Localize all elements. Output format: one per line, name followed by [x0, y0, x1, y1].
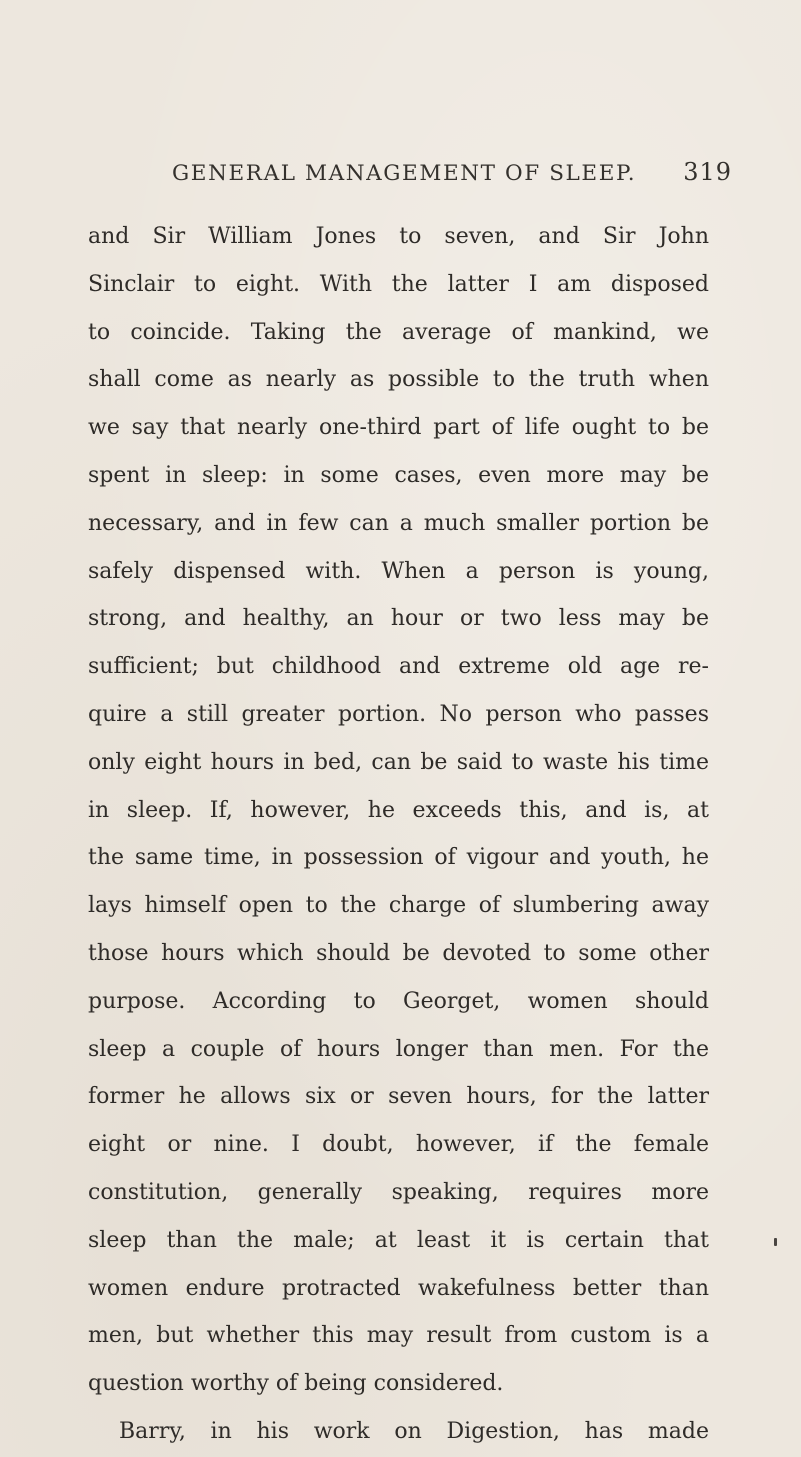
text-line: Sinclair to eight. With the latter I am disposed: [88, 271, 709, 297]
text-line: sleep a couple of hours longer than men. For the: [88, 1036, 709, 1062]
text-line: the same time, in possession of vigour and youth, he: [88, 845, 709, 871]
text-line: safely dispensed with. When a person is young,: [88, 558, 709, 584]
text-line: in sleep. If, however, he exceeds this, and is, at: [88, 797, 709, 823]
text-line: former he allows six or seven hours, for the latter: [88, 1084, 709, 1110]
body-text: [88, 213, 709, 1456]
text-line: necessary, and in few can a much smaller portion be: [88, 510, 709, 536]
text-line: women endure protracted wakefulness better than: [88, 1275, 709, 1301]
text-line: we say that nearly one-third part of life ought to be: [88, 415, 709, 441]
paper-speck: [774, 1238, 777, 1246]
text-line: to coincide. Taking the average of mankind, we: [88, 319, 709, 345]
paragraph-end-line: question worthy of being considered.: [88, 1371, 504, 1397]
text-line: men, but whether this may result from custom is a: [88, 1323, 709, 1349]
text-line: sleep than the male; at least it is certain that: [88, 1227, 709, 1253]
text-line: sufficient; but childhood and extreme old age re-: [88, 654, 709, 680]
running-title: GENERAL MANAGEMENT OF SLEEP.: [172, 161, 637, 186]
text-line: and Sir William Jones to seven, and Sir John: [88, 224, 709, 249]
text-line: strong, and healthy, an hour or two less may be: [88, 606, 709, 632]
text-line: quire a still greater portion. No person who passes: [88, 701, 709, 727]
text-line: eight or nine. I doubt, however, if the female: [88, 1132, 709, 1158]
text-line: spent in sleep: in some cases, even more may be: [88, 462, 709, 488]
text-line: lays himself open to the charge of slumbering away: [88, 893, 709, 919]
running-head: [172, 158, 732, 195]
text-line: purpose. According to Georget, women should: [88, 988, 709, 1014]
paragraph-start-line: Barry, in his work on Digestion, has made: [119, 1418, 709, 1444]
text-line: only eight hours in bed, can be said to waste his time: [88, 749, 709, 775]
page-number: 319: [683, 158, 732, 186]
text-line: shall come as nearly as possible to the truth when: [88, 367, 709, 393]
text-line: constitution, generally speaking, requires more: [88, 1179, 709, 1205]
text-line: those hours which should be devoted to some other: [88, 940, 709, 966]
